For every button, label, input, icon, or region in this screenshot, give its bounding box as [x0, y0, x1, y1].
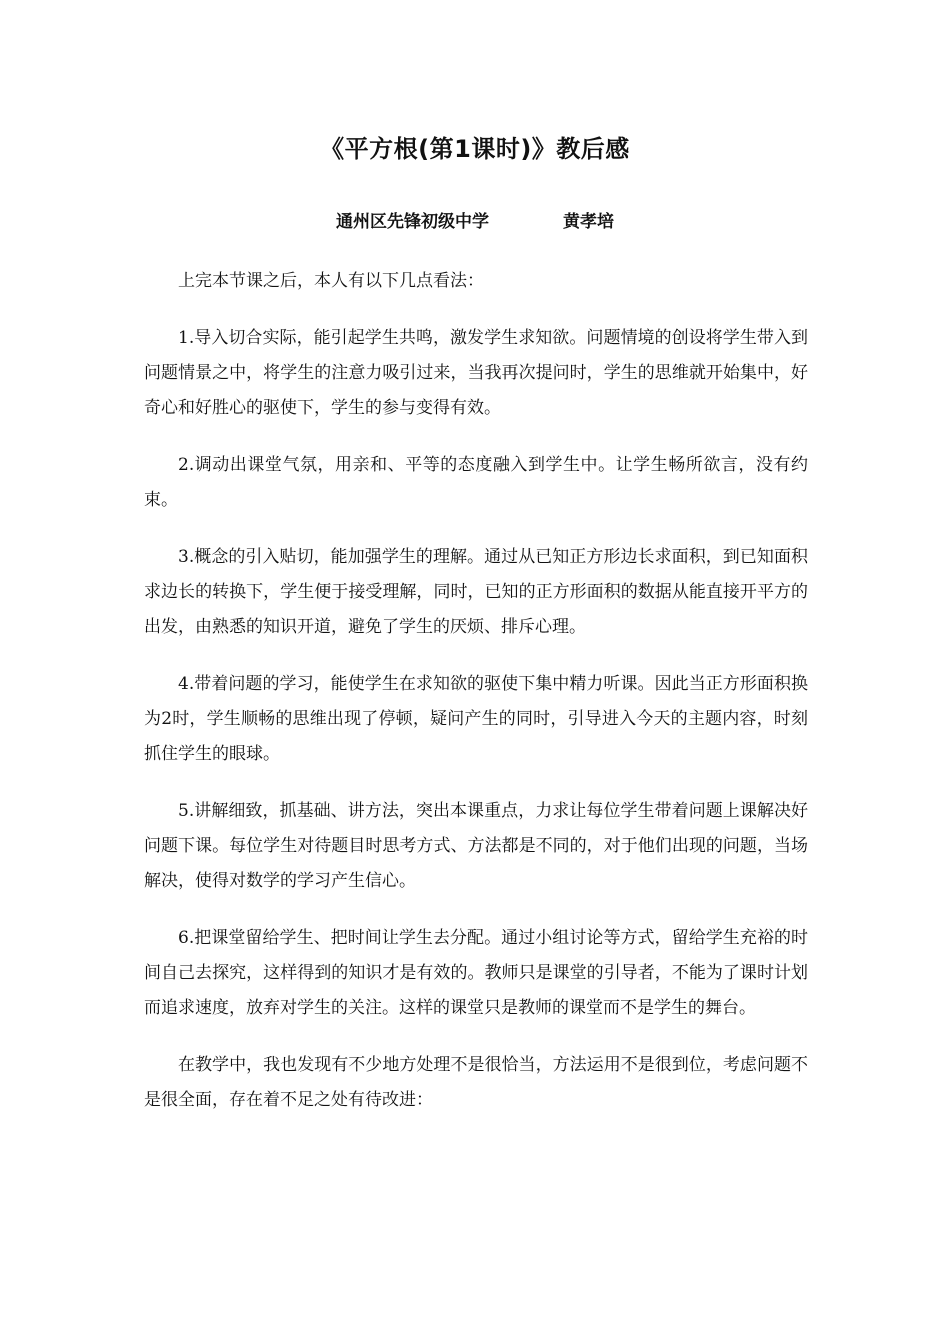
paragraph-point-4: 4.带着问题的学习，能使学生在求知欲的驱使下集中精力听课。因此当正方形面积换为2时，学生顺畅的思维出现了停顿，疑问产生的同时，引导进入今天的主题内容，时刻抓住学生的眼球。 — [144, 674, 808, 764]
school-name: 通州区先锋初级中学 — [336, 212, 489, 232]
document-title: 《平方根(第1课时)》教后感 — [320, 135, 630, 163]
paragraph-point-2: 2.调动出课堂气氛，用亲和、平等的态度融入到学生中。让学生畅所欲言，没有约束。 — [144, 455, 808, 510]
paragraph-point-3: 3.概念的引入贴切，能加强学生的理解。通过从已知正方形边长求面积，到已知面积求边长的转换下，学生便于接受理解，同时，已知的正方形面积的数据从能直接开平方的出发，由熟悉的知识开道，避免了学生的厌烦、排斥心理。 — [144, 547, 808, 637]
author-name: 黄孝培 — [563, 212, 614, 232]
paragraph-intro: 上完本节课之后，本人有以下几点看法： — [178, 271, 484, 291]
document-body — [144, 264, 808, 1140]
paragraph-reflection: 在教学中，我也发现有不少地方处理不是很恰当，方法运用不是很到位，考虑问题不是很全面，存在着不足之处有待改进： — [144, 1055, 808, 1110]
paragraph-point-1: 1.导入切合实际，能引起学生共鸣，激发学生求知欲。问题情境的创设将学生带入到问题情景之中，将学生的注意力吸引过来，当我再次提问时，学生的思维就开始集中，好奇心和好胜心的驱使下，学生的参与变得有效。 — [144, 328, 808, 418]
paragraph-point-6: 6.把课堂留给学生、把时间让学生去分配。通过小组讨论等方式，留给学生充裕的时间自己去探究，这样得到的知识才是有效的。教师只是课堂的引导者，不能为了课时计划而追求速度，放弃对学生的关注。这样的课堂只是教师的课堂而不是学生的舞台。 — [144, 928, 808, 1018]
byline — [0, 208, 950, 236]
paragraph-point-5: 5.讲解细致，抓基础、讲方法，突出本课重点，力求让每位学生带着问题上课解决好问题下课。每位学生对待题目时思考方式、方法都是不同的，对于他们出现的问题，当场解决，使得对数学的学习产生信心。 — [144, 801, 808, 891]
